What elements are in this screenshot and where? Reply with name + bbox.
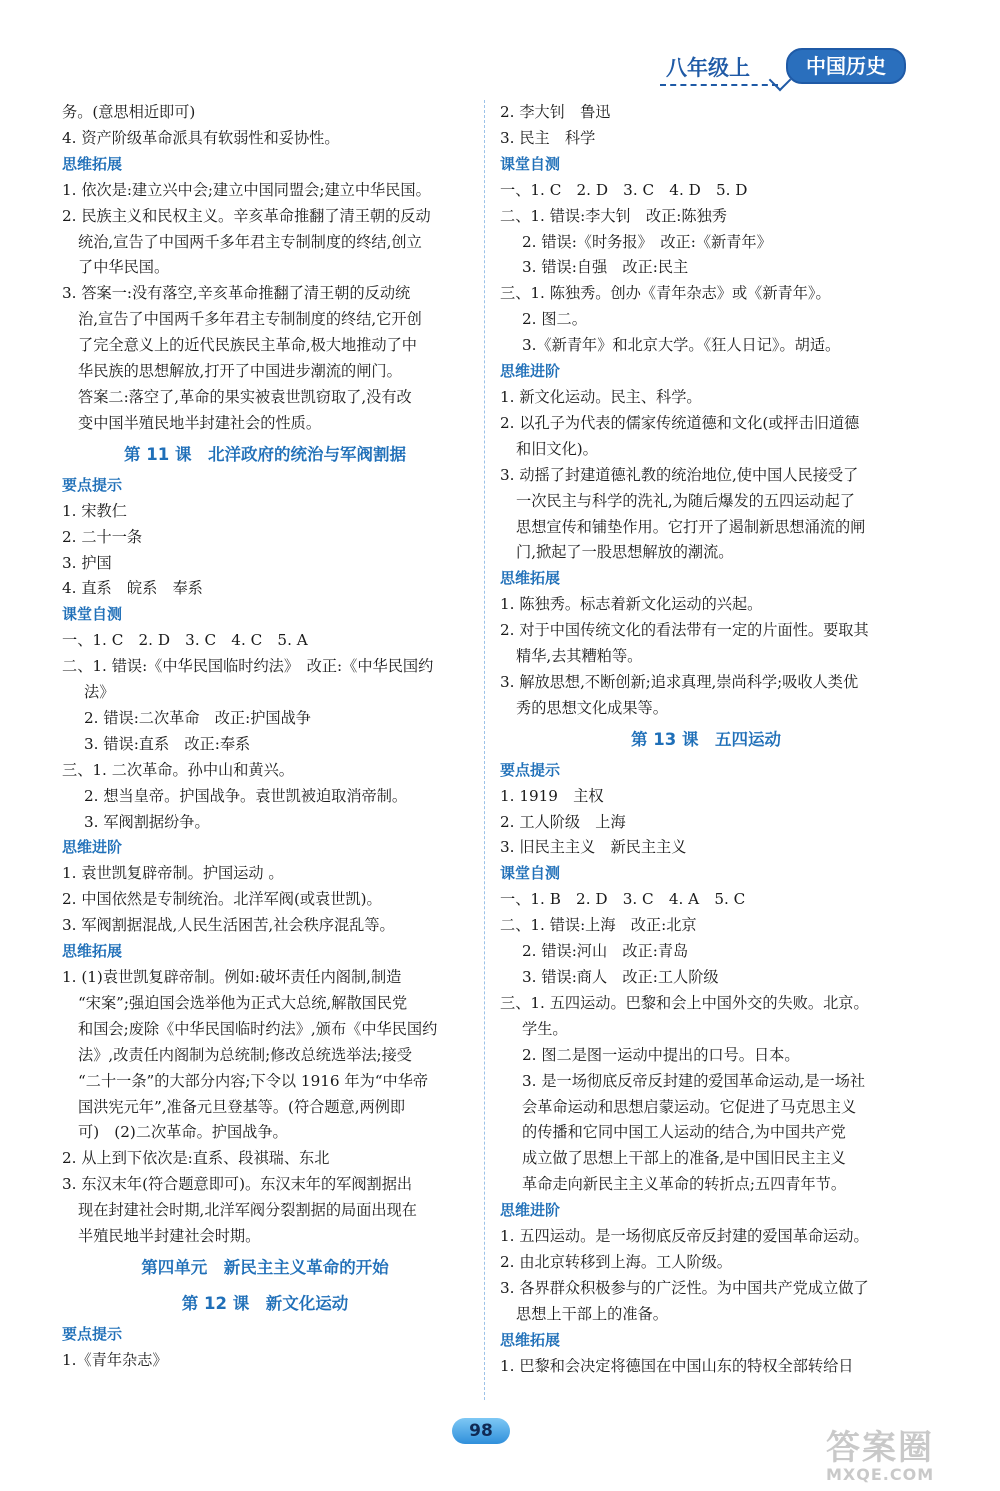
answer-subitem: 3. 错误:自强 改正:民主 (522, 258, 689, 277)
answer-line: 3. 东汉末年(符合题意即可)。东汉末年的军阀割据出 (62, 1175, 413, 1194)
answer-subitem: 的传播和它同中国工人运动的结合,为中国共产党 (522, 1123, 846, 1142)
answer-line: 2. 二十一条 (62, 527, 143, 546)
answer-line: 二、1. 错误:李大钊 改正:陈独秀 (500, 206, 727, 225)
answer-line-continued: 门,掀起了一股思想解放的潮流。 (516, 543, 734, 562)
answer-subitem: 2. 错误:《时务报》 改正:《新青年》 (522, 232, 772, 251)
answer-line: 二、1. 错误:上海 改正:北京 (500, 916, 697, 935)
answer-line: 1. 新文化运动。民主、科学。 (500, 387, 702, 406)
answer-line: 2. 从上到下依次是:直系、段祺瑞、东北 (62, 1149, 330, 1168)
answer-line: 1. 宋教仁 (62, 501, 127, 520)
answer-line: 一、1. C 2. D 3. C 4. C 5. A (62, 631, 308, 650)
section-heading: 课堂自测 (500, 154, 561, 173)
answer-line: 1.《青年杂志》 (62, 1350, 168, 1369)
answer-line: 一、1. B 2. D 3. C 4. A 5. C (500, 890, 746, 909)
answer-line-continued: 半殖民地半封建社会时期。 (78, 1227, 261, 1246)
answer-line-continued: 一次民主与科学的洗礼,为随后爆发的五四运动起了 (516, 491, 855, 510)
answer-line: 三、1. 二次革命。孙中山和黄兴。 (62, 760, 294, 779)
subject-badge: 中国历史 (786, 48, 906, 84)
answer-subitem: 3. 军阀割据纷争。 (84, 812, 210, 831)
section-heading: 思维进阶 (62, 838, 123, 857)
answer-line: 1. 巴黎和会决定将德国在中国山东的特权全部转给日 (500, 1356, 854, 1375)
answer-line-continued: “宋案”;强迫国会选举他为正式大总统,解散国民党 (78, 993, 408, 1012)
answer-line: 1. 依次是:建立兴中会;建立中国同盟会;建立中华民国。 (62, 180, 431, 199)
answer-line: 3. 护国 (62, 553, 112, 572)
answer-subitem: 法》 (84, 683, 115, 702)
watermark-text: 答案圈 (826, 1428, 934, 1468)
answer-subitem: 革命走向新民主主义革命的转折点;五四青年节。 (522, 1175, 847, 1194)
answer-line-continued: 变中国半殖民地半封建社会的性质。 (78, 413, 321, 432)
answer-line: 三、1. 陈独秀。创办《青年杂志》或《新青年》。 (500, 284, 831, 303)
answer-line: 3. 解放思想,不断创新;追求真理,崇尚科学;吸收人类优 (500, 672, 859, 691)
lesson-title: 第四单元 新民主主义革命的开始 (141, 1257, 389, 1277)
answer-line: 3. 各界群众积极参与的广泛性。为中国共产党成立做了 (500, 1278, 869, 1297)
answer-line-continued: 思想上干部上的准备。 (516, 1304, 668, 1323)
answer-line: 1. 1919 主权 (500, 786, 604, 805)
answer-line: 3. 民主 科学 (500, 128, 596, 147)
answer-line-continued: 华民族的思想解放,打开了中国进步潮流的闸门。 (78, 362, 402, 381)
answer-line: 3. 旧民主主义 新民主主义 (500, 838, 687, 857)
section-heading: 思维拓展 (500, 1330, 561, 1349)
answer-subitem: 3. 错误:商人 改正:工人阶级 (522, 968, 719, 986)
section-heading: 课堂自测 (500, 864, 561, 883)
section-heading: 思维拓展 (62, 942, 123, 961)
answer-line-continued: 治,宣告了中国两千多年君主专制制度的终结,它开创 (78, 310, 422, 329)
answer-line: 二、1. 错误:《中华民国临时约法》 改正:《中华民国约 (62, 657, 434, 676)
lesson-title: 第 13 课 五四运动 (631, 729, 781, 749)
header-dashed-line (660, 84, 778, 86)
answer-line: 2. 中国依然是专制统治。北洋军阀(或袁世凯)。 (62, 890, 382, 909)
answer-line-continued: 和国会;废除《中华民国临时约法》,颁布《中华民国约 (78, 1019, 438, 1038)
section-heading: 思维进阶 (500, 1201, 561, 1220)
answer-line-continued: 了中华民国。 (78, 258, 170, 277)
page-number: 98 (452, 1418, 510, 1444)
answer-line: 2. 民族主义和民权主义。辛亥革命推翻了清王朝的反动 (62, 206, 431, 225)
answer-line-continued: 法》,改责任内阁制为总统制;修改总统选举法;接受 (78, 1045, 412, 1064)
answer-subitem: 3. 错误:直系 改正:奉系 (84, 734, 251, 753)
section-heading: 课堂自测 (62, 605, 123, 624)
answer-line: 2. 由北京转移到上海。工人阶级。 (500, 1252, 732, 1271)
answer-line-continued: 精华,去其糟粕等。 (516, 647, 643, 666)
answer-line: 2. 李大钊 鲁迅 (500, 103, 611, 121)
answer-line-continued: 统治,宣告了中国两千多年君主专制制度的终结,创立 (78, 232, 422, 251)
page-header (660, 44, 910, 88)
answer-line-continued: 秀的思想文化成果等。 (516, 698, 668, 717)
lesson-title: 第 11 课 北洋政府的统治与军阀割据 (124, 444, 406, 464)
answer-line-continued: 可) (2)二次革命。护国战争。 (78, 1123, 288, 1142)
answer-line: 1. (1)袁世凯复辟帝制。例如:破坏责任内阁制,制造 (62, 968, 402, 986)
answer-line-continued: 了完全意义上的近代民族民主革命,极大地推动了中 (78, 336, 417, 355)
section-heading: 要点提示 (62, 475, 123, 494)
section-heading: 思维进阶 (500, 362, 561, 381)
answer-subitem: 成立做了思想上干部上的准备,是中国旧民主主义 (522, 1149, 846, 1168)
lesson-title: 第 12 课 新文化运动 (181, 1293, 349, 1313)
answer-line: 务。(意思相近即可) (62, 103, 196, 121)
answer-subitem: 2. 图二。 (522, 310, 587, 329)
answer-line: 4. 直系 皖系 奉系 (62, 579, 203, 598)
answer-line-continued: 答案二:落空了,革命的果实被袁世凯窃取了,没有改 (78, 387, 412, 406)
answer-line: 1. 陈独秀。标志着新文化运动的兴起。 (500, 595, 763, 614)
answer-subitem: 2. 错误:河山 改正:青岛 (522, 942, 689, 961)
answer-line: 三、1. 五四运动。巴黎和会上中国外交的失败。北京。 (500, 993, 869, 1012)
left-column (62, 100, 468, 1374)
answer-subitem: 2. 图二是图一运动中提出的口号。日本。 (522, 1045, 800, 1064)
answer-line: 1. 袁世凯复辟帝制。护国运动 。 (62, 864, 284, 883)
answer-subitem: 学生。 (522, 1019, 568, 1038)
answer-subitem: 会革命运动和思想启蒙运动。它促进了马克思主义 (522, 1097, 857, 1116)
section-heading: 思维拓展 (500, 569, 561, 588)
answer-line: 2. 工人阶级 上海 (500, 812, 626, 831)
answer-line: 3. 答案一:没有落空,辛亥革命推翻了清王朝的反动统 (62, 284, 411, 303)
watermark-logo (826, 1420, 994, 1490)
answer-line-continued: “二十一条”的大部分内容;下令以 1916 年为“中华帝 (78, 1071, 429, 1090)
grade-label: 八年级上 (666, 56, 750, 80)
answer-line-continued: 国洪宪元年”,准备元旦登基等。(符合题意,两例即 (78, 1097, 406, 1116)
answer-line-continued: 思想宣传和铺垫作用。它打开了遏制新思想涌流的闸 (516, 517, 866, 536)
watermark-url: MXQE.COM (826, 1465, 935, 1484)
right-column (500, 100, 912, 1380)
answer-line: 3. 动摇了封建道德礼教的统治地位,使中国人民接受了 (500, 465, 859, 484)
answer-line: 一、1. C 2. D 3. C 4. D 5. D (500, 180, 748, 199)
answer-line: 1. 五四运动。是一场彻底反帝反封建的爱国革命运动。 (500, 1227, 869, 1246)
answer-subitem: 2. 想当皇帝。护国战争。袁世凯被迫取消帝制。 (84, 786, 408, 805)
section-heading: 要点提示 (500, 760, 561, 779)
answer-subitem: 3.《新青年》和北京大学。《狂人日记》。胡适。 (522, 336, 841, 355)
answer-subitem: 3. 是一场彻底反帝反封建的爱国革命运动,是一场社 (522, 1071, 866, 1090)
section-heading: 要点提示 (62, 1324, 123, 1343)
section-heading: 思维拓展 (62, 154, 123, 173)
column-divider (484, 100, 486, 1400)
answer-line: 4. 资产阶级革命派具有软弱性和妥协性。 (62, 128, 340, 147)
answer-subitem: 2. 错误:二次革命 改正:护国战争 (84, 708, 311, 727)
answer-line: 3. 军阀割据混战,人民生活困苦,社会秩序混乱等。 (62, 916, 395, 935)
answer-line-continued: 现在封建社会时期,北洋军阀分裂割据的局面出现在 (78, 1201, 417, 1220)
answer-line-continued: 和旧文化)。 (516, 439, 598, 458)
answer-line: 2. 对于中国传统文化的看法带有一定的片面性。要取其 (500, 621, 869, 640)
answer-line: 2. 以孔子为代表的儒家传统道德和文化(或抨击旧道德 (500, 413, 860, 432)
